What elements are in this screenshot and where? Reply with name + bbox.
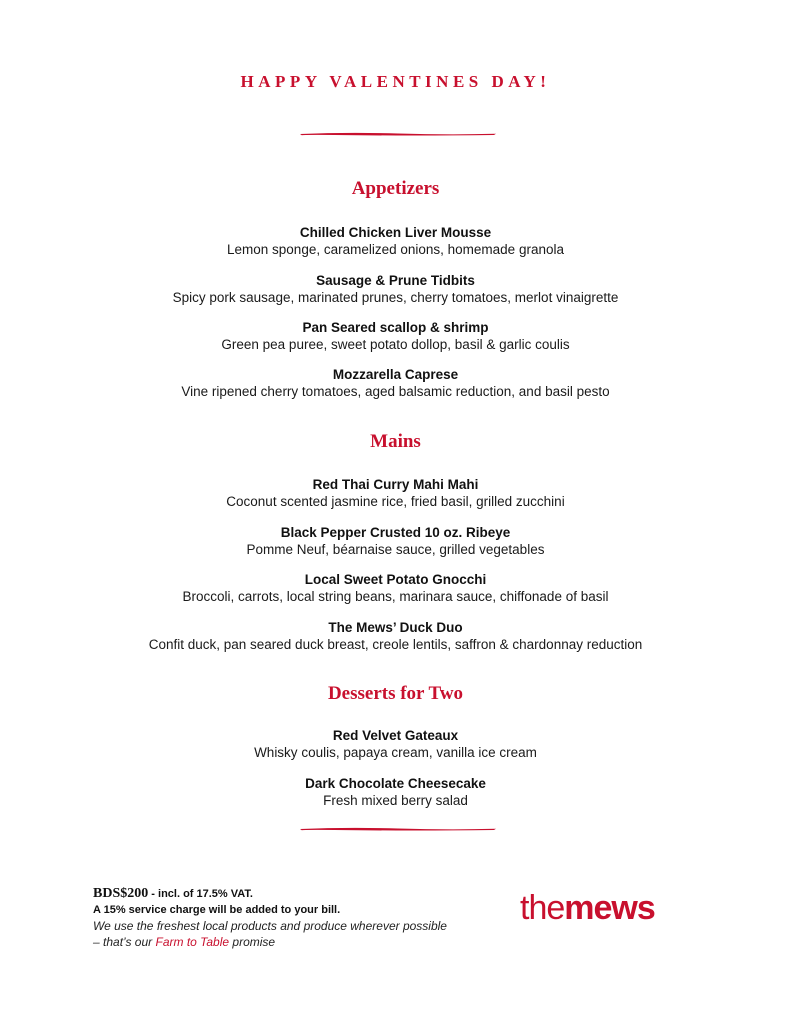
brush-divider-top bbox=[298, 130, 498, 138]
logo-light: the bbox=[520, 889, 565, 927]
page-title: HAPPY VALENTINES DAY! bbox=[240, 72, 551, 91]
dish-description: Confit duck, pan seared duck breast, creole lentils, saffron & chardonnay reduction bbox=[148, 637, 643, 652]
section-heading-mains: Mains bbox=[370, 431, 421, 452]
dish-description: Vine ripened cherry tomatoes, aged balsamic reduction, and basil pesto bbox=[181, 384, 610, 399]
dish-description: Lemon sponge, caramelized onions, homemade granola bbox=[227, 242, 564, 257]
promise-prefix: – that’s our bbox=[93, 935, 156, 949]
price: BDS$200 bbox=[93, 886, 149, 901]
dish-description: Spicy pork sausage, marinated prunes, cherry tomatoes, merlot vinaigrette bbox=[172, 290, 619, 305]
dish-description: Pomme Neuf, béarnaise sauce, grilled vegetables bbox=[246, 542, 545, 557]
dish-description: Fresh mixed berry salad bbox=[323, 793, 468, 808]
dish-name: Mozzarella Caprese bbox=[332, 367, 459, 382]
dish-name: Red Thai Curry Mahi Mahi bbox=[312, 477, 479, 492]
section-heading-appetizers: Appetizers bbox=[351, 178, 440, 199]
dish-description: Coconut scented jasmine rice, fried basil, grilled zucchini bbox=[226, 494, 565, 509]
promise-suffix: promise bbox=[229, 935, 276, 949]
the-mews-logo bbox=[520, 888, 655, 928]
service-charge-note: A 15% service charge will be added to your bill. bbox=[93, 904, 341, 916]
menu-item bbox=[0, 272, 791, 306]
dish-description: Whisky coulis, papaya cream, vanilla ice cream bbox=[254, 745, 537, 760]
menu-item bbox=[0, 727, 791, 761]
dish-description: Broccoli, carrots, local string beans, marinara sauce, chiffonade of basil bbox=[182, 589, 609, 604]
farm-to-table-highlight: Farm to Table bbox=[155, 935, 230, 949]
dish-name: Red Velvet Gateaux bbox=[332, 728, 459, 743]
footer bbox=[93, 886, 513, 950]
dish-name: Sausage & Prune Tidbits bbox=[316, 273, 475, 288]
dish-name: Chilled Chicken Liver Mousse bbox=[299, 225, 492, 240]
menu-item bbox=[0, 775, 791, 809]
menu-item bbox=[0, 571, 791, 605]
dish-name: Pan Seared scallop & shrimp bbox=[302, 320, 489, 335]
menu-item bbox=[0, 319, 791, 353]
promise-line-2 bbox=[93, 934, 513, 950]
dish-name: The Mews’ Duck Duo bbox=[328, 620, 463, 635]
menu-item bbox=[0, 224, 791, 258]
price-line bbox=[93, 886, 513, 902]
dish-name: Dark Chocolate Cheesecake bbox=[305, 776, 486, 791]
menu-item bbox=[0, 476, 791, 510]
promise-line-1: We use the freshest local products and produce wherever possible bbox=[93, 919, 447, 933]
brush-divider-bottom bbox=[298, 825, 498, 833]
logo-bold: mews bbox=[564, 889, 655, 927]
section-heading-desserts: Desserts for Two bbox=[327, 683, 464, 704]
dish-name: Local Sweet Potato Gnocchi bbox=[304, 572, 487, 587]
price-note: - incl. of 17.5% VAT. bbox=[148, 888, 253, 900]
dish-name: Black Pepper Crusted 10 oz. Ribeye bbox=[280, 525, 511, 540]
dish-description: Green pea puree, sweet potato dollop, basil & garlic coulis bbox=[221, 337, 570, 352]
menu-item bbox=[0, 619, 791, 653]
menu-item bbox=[0, 366, 791, 400]
menu-item bbox=[0, 524, 791, 558]
